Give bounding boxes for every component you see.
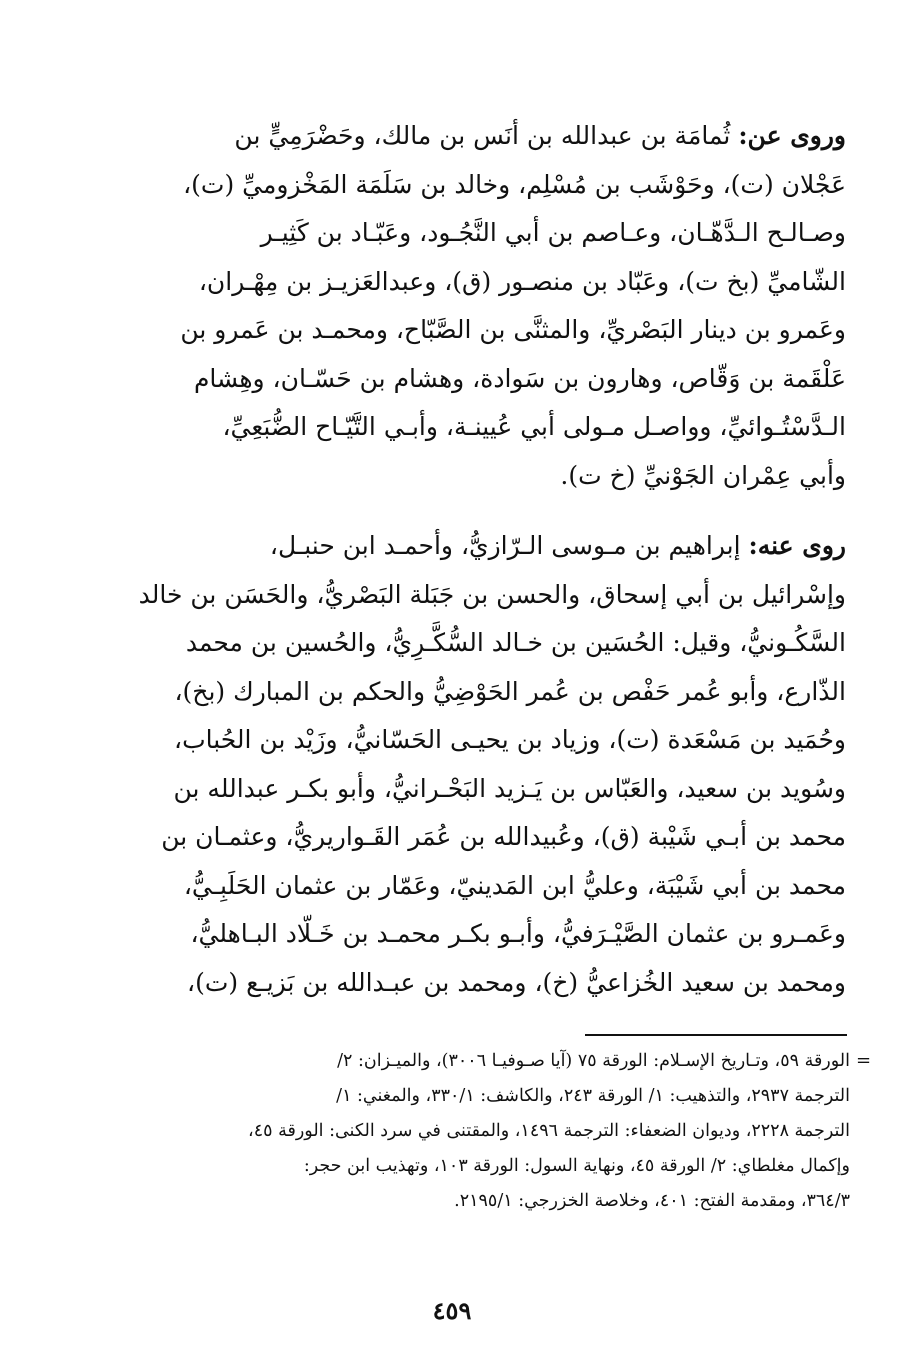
- text-line: وعَمـرو بن عثمان الصَّيْـرَفيُّ، وأبـو بكـر محمـد بن خَـلّاد البـاهليُّ،: [190, 919, 846, 948]
- text-line: محمد بن أبـي شَيْبة (ق)، وعُبيدالله بن عُمَر القَـواريريُّ، وعثمـان بن: [161, 822, 846, 851]
- text-line: عَجْلان (ت)، وحَوْشَب بن مُسْلِم، وخالد بن سَلَمَة المَخْزوميِّ (ت)،: [183, 169, 846, 199]
- text-line: الذّارع، وأبو عُمر حَفْص بن عُمر الحَوْضِيُّ والحكم بن المبارك (بخ)،: [174, 676, 846, 706]
- text-line: الشّاميِّ (بخ ت)، وعَبّاد بن منصـور (ق)، وعبدالعَزيـز بن مِهْـران،: [198, 266, 846, 296]
- text-line: الـدَّسْتُـوائيِّ، وواصـل مـولى أبي عُيينـة، وأبـي التَّيّـاح الضُّبَعِيِّ،: [222, 412, 846, 441]
- line-text: ثُمامَة بن عبدالله بن أنَس بن مالك، وحَضْرَمِيٍّ بن: [234, 121, 731, 150]
- text-line: وحُمَيد بن مَسْعَدة (ت)، وزياد بن يحيـى الحَسّانيُّ، وزَيْد بن الحُباب،: [174, 725, 846, 754]
- text-line: عَلْقَمة بن وَقّاص، وهارون بن سَوادة، وهشام بن حَسّـان، وهِشام: [193, 363, 846, 393]
- text-line: وصـالـح الـدَّهّـان، وعـاصم بن أبي النَّجُـود، وعَبّـاد بن كَثِيـر: [260, 218, 846, 247]
- paragraph-lead: وروى عن:: [738, 121, 846, 150]
- footnote-line: الترجمة ٢٩٣٧، والتذهيب: ١/ الورقة ٢٤٣، والكاشف: ٣٣٠/١، والمغني: ١/: [336, 1086, 850, 1106]
- line-text: إبراهيم بن مـوسى الـرّازيُّ، وأحمـد ابن حنبـل،: [269, 531, 741, 560]
- text-line: [138, 522, 846, 571]
- text-line: السَّكُـونيُّ، وقيل: الحُسَين بن خـالد السُّكَّـرِيُّ، والحُسين بن محمد: [185, 628, 846, 657]
- footnote-divider: [585, 1034, 847, 1036]
- footnote-line: وإكمال مغلطاي: ٢/ الورقة ٤٥، ونهاية السول: الورقة ١٠٣، وتهذيب ابن حجر:: [303, 1156, 850, 1176]
- main-text: [138, 112, 846, 1007]
- footnote-line: ٣٦٤/٣، ومقدمة الفتح: ٤٠١، وخلاصة الخزرجي: ٢١٩٥/١.: [454, 1191, 850, 1211]
- footnote-block: [150, 1044, 850, 1219]
- narrated-by-paragraph: [138, 522, 846, 1007]
- text-line: محمد بن أبي شَيْبَة، وعليُّ ابن المَدينيّ، وعَمّار بن عثمان الحَلَبِـيُّ،: [183, 870, 846, 900]
- narrated-from-paragraph: [138, 112, 846, 500]
- footnote-continuation-marker: =: [856, 1050, 872, 1071]
- text-line: وأبي عِمْران الجَوْنيِّ (خ ت).: [560, 460, 846, 490]
- paragraph-lead: روى عنه:: [748, 531, 846, 560]
- text-line: ومحمد بن سعيد الخُزاعيُّ (خ)، ومحمد بن عبـدالله بن بَزيـع (ت)،: [187, 967, 846, 997]
- text-line: وعَمرو بن دينار البَصْريِّ، والمثنَّى بن الصَّبّاح، ومحمـد بن عَمرو بن: [180, 315, 846, 344]
- footnote-line: الورقة ٥٩، وتـاريخ الإسـلام: الورقة ٧٥ (آيا صـوفيـا ٣٠٠٦)، والميـزان: ٢/: [337, 1051, 850, 1071]
- footnote-line: الترجمة ٢٢٢٨، وديوان الضعفاء: الترجمة ١٤٩٦، والمقتنى في سرد الكنى: الورقة ٤٥،: [248, 1121, 850, 1141]
- text-line: [138, 112, 846, 161]
- page-number: ٤٥٩: [432, 1296, 472, 1325]
- text-line: وإسْرائيل بن أبي إسحاق، والحسن بن جَبَلة البَصْريُّ، والحَسَن بن خالد: [138, 579, 846, 609]
- text-line: وسُويد بن سعيد، والعَبّاس بن يَـزيد البَحْـرانيُّ، وأبو بكـر عبدالله بن: [173, 773, 846, 803]
